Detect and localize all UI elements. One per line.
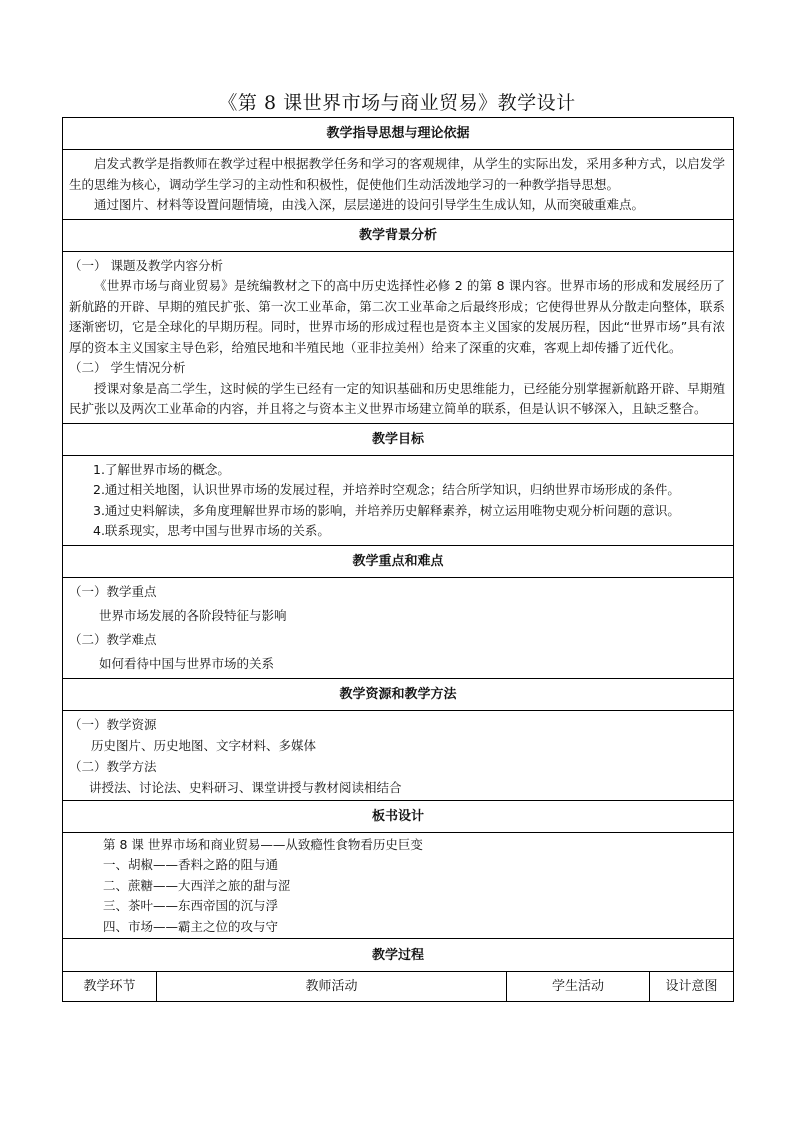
board-line: 一、胡椒——香料之路的阻与通 [103, 857, 279, 872]
subheading-key-point: （一）教学重点 [69, 583, 157, 599]
section-body-background [63, 251, 733, 423]
section-body-key-points [63, 577, 733, 678]
subheading-student-analysis: （二） 学生情况分析 [69, 360, 186, 375]
objective-item: 4.联系现实，思考中国与世界市场的关系。 [93, 523, 330, 538]
section-heading-resources-methods: 教学资源和教学方法 [63, 678, 733, 710]
section-body-board-design [63, 832, 733, 939]
subheading-methods: （二）教学方法 [69, 758, 157, 774]
column-header-design-intent: 设计意图 [665, 979, 718, 994]
paragraph: 启发式教学是指教师在教学过程中根据教学任务和学习的客观规律，从学生的实际出发，采用多种方式，以启发学生的思维为核心，调动学生学习的主动性和积极性，促使他们生动活泼地学习的一种教学指导思想。 [69, 156, 725, 192]
board-line: 二、蔗糖——大西洋之旅的甜与涩 [103, 877, 291, 893]
paragraph: 授课对象是高二学生，这时候的学生已经有一定的知识基础和历史思维能力，已经能分别掌握新航路开辟、早期殖民扩张以及两次工业革命的内容，并且将之与资本主义世界市场建立简单的联系，但是认识不够深入，且缺乏整合。 [69, 380, 725, 416]
objective-item: 3.通过史料解读，多角度理解世界市场的影响，并培养历史解释素养，树立运用唯物史观分析问题的意识。 [93, 502, 680, 518]
section-heading-background: 教学背景分析 [63, 219, 733, 251]
methods-text: 讲授法、讨论法、史料研习、课堂讲授与教材阅读相结合 [89, 779, 402, 795]
section-heading-key-points: 教学重点和难点 [63, 545, 733, 577]
section-body-objectives [63, 455, 733, 545]
section-heading-board-design: 板书设计 [63, 800, 733, 832]
column-header-stage: 教学环节 [63, 972, 157, 1001]
board-line: 三、茶叶——东西帝国的沉与浮 [103, 898, 279, 913]
resources-text: 历史图片、历史地图、文字材料、多媒体 [91, 737, 317, 753]
key-point-text: 世界市场发展的各阶段特征与影响 [99, 607, 287, 623]
paragraph: 通过图片、材料等设置问题情境，由浅入深，层层递进的设问引导学生生成认知，从而突破重难点。 [94, 197, 645, 212]
subheading-content-analysis: （一） 课题及教学内容分析 [69, 257, 223, 273]
process-table-header [63, 971, 733, 1002]
document-title: 《第 8 课世界市场与商业贸易》教学设计 [218, 92, 576, 114]
subheading-resources: （一）教学资源 [69, 716, 157, 732]
section-body-guiding-thought [63, 149, 733, 219]
objective-item: 2.通过相关地图，认识世界市场的发展过程，并培养时空观念；结合所学知识，归纳世界市场形成的条件。 [93, 482, 680, 497]
section-heading-objectives: 教学目标 [63, 423, 733, 455]
difficulty-text: 如何看待中国与世界市场的关系 [99, 655, 275, 671]
subheading-difficulty: （二）教学难点 [69, 631, 157, 647]
column-header-teacher-activity: 教师活动 [157, 972, 507, 1001]
paragraph: 《世界市场与商业贸易》是统编教材之下的高中历史选择性必修 2 的第 8 课内容。世界市场的形成和发展经历了新航路的开辟、早期的殖民扩张、第一次工业革命，第二次工业革命之后最终形成；它使得世界从分散走向整体，联系逐渐密切，它是全球化的早期历程。同时，世界市场的形成过程也是资本主义国家的发展历程，因此“世界市场”具有浓厚的资本主义国家主导色彩，给殖民地和半殖民地（亚非拉美州）给来了深重的灾难，客观上却传播了近代化。 [69, 278, 725, 355]
board-line: 四、市场——霸主之位的攻与守 [103, 918, 279, 934]
section-heading-guiding-thought: 教学指导思想与理论依据 [63, 117, 733, 149]
section-heading-process: 教学过程 [63, 938, 733, 971]
lesson-plan-table [62, 117, 734, 1002]
section-body-resources-methods [63, 710, 733, 800]
objective-item: 1.了解世界市场的概念。 [93, 461, 230, 477]
column-header-student-activity: 学生活动 [507, 972, 650, 1001]
board-line: 第 8 课 世界市场和商业贸易——从致瘾性食物看历史巨变 [103, 836, 423, 852]
